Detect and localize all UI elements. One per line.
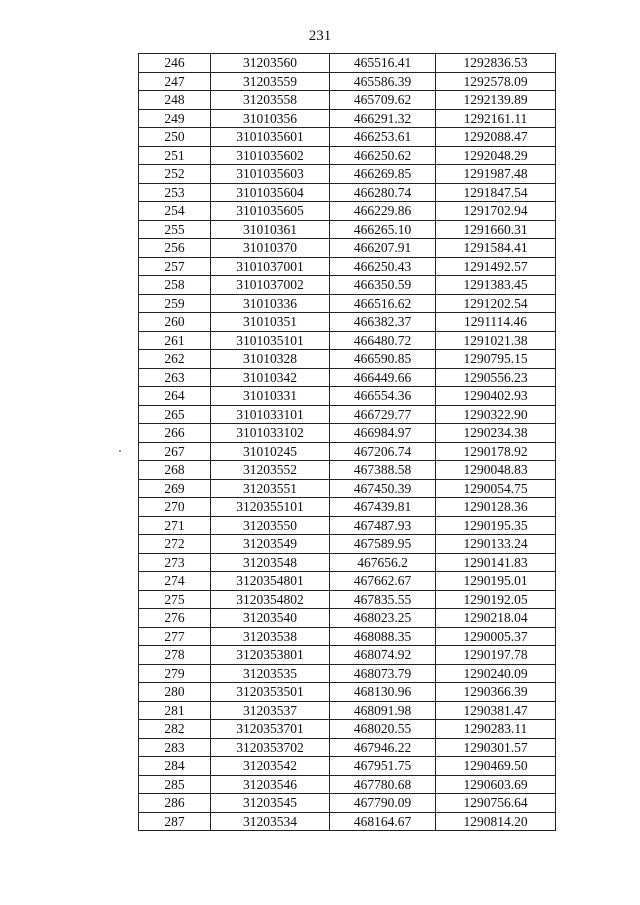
y-coordinate-cell: 1292048.29: [436, 146, 556, 165]
y-coordinate-cell: 1290469.50: [436, 757, 556, 776]
y-coordinate-cell: 1290128.36: [436, 498, 556, 517]
row-number-cell: 251: [139, 146, 211, 165]
point-id-cell: 3120354801: [211, 572, 330, 591]
x-coordinate-cell: 467951.75: [330, 757, 436, 776]
y-coordinate-cell: 1292088.47: [436, 128, 556, 147]
row-number-cell: 274: [139, 572, 211, 591]
x-coordinate-cell: 467662.67: [330, 572, 436, 591]
row-number-cell: 256: [139, 239, 211, 258]
y-coordinate-cell: 1290603.69: [436, 775, 556, 794]
point-id-cell: 31010342: [211, 368, 330, 387]
point-id-cell: 31203540: [211, 609, 330, 628]
point-id-cell: 31203537: [211, 701, 330, 720]
x-coordinate-cell: 466291.32: [330, 109, 436, 128]
y-coordinate-cell: 1290234.38: [436, 424, 556, 443]
table-row: [139, 350, 556, 369]
point-id-cell: 31203551: [211, 479, 330, 498]
row-number-cell: 258: [139, 276, 211, 295]
point-id-cell: 3101035604: [211, 183, 330, 202]
table-row: [139, 313, 556, 332]
y-coordinate-cell: 1291383.45: [436, 276, 556, 295]
x-coordinate-cell: 466250.43: [330, 257, 436, 276]
row-number-cell: 280: [139, 683, 211, 702]
point-id-cell: 31203546: [211, 775, 330, 794]
point-id-cell: 3120353702: [211, 738, 330, 757]
table-row: [139, 331, 556, 350]
table-row: [139, 479, 556, 498]
row-number-cell: 259: [139, 294, 211, 313]
scan-speck: [119, 450, 121, 452]
row-number-cell: 273: [139, 553, 211, 572]
x-coordinate-cell: 465586.39: [330, 72, 436, 91]
x-coordinate-cell: 466382.37: [330, 313, 436, 332]
point-id-cell: 31203558: [211, 91, 330, 110]
table-row: [139, 387, 556, 406]
table-row: [139, 609, 556, 628]
table-row: [139, 109, 556, 128]
table-row: [139, 72, 556, 91]
table-row: [139, 498, 556, 517]
point-id-cell: 3101033102: [211, 424, 330, 443]
x-coordinate-cell: 467439.81: [330, 498, 436, 517]
point-id-cell: 31203560: [211, 54, 330, 73]
row-number-cell: 276: [139, 609, 211, 628]
y-coordinate-cell: 1291987.48: [436, 165, 556, 184]
table-row: [139, 202, 556, 221]
y-coordinate-cell: 1291492.57: [436, 257, 556, 276]
x-coordinate-cell: 465709.62: [330, 91, 436, 110]
y-coordinate-cell: 1290197.78: [436, 646, 556, 665]
row-number-cell: 285: [139, 775, 211, 794]
y-coordinate-cell: 1290322.90: [436, 405, 556, 424]
row-number-cell: 266: [139, 424, 211, 443]
y-coordinate-cell: 1290556.23: [436, 368, 556, 387]
x-coordinate-cell: 468073.79: [330, 664, 436, 683]
x-coordinate-cell: 466280.74: [330, 183, 436, 202]
row-number-cell: 261: [139, 331, 211, 350]
row-number-cell: 283: [139, 738, 211, 757]
table-row: [139, 516, 556, 535]
table-row: [139, 794, 556, 813]
y-coordinate-cell: 1292161.11: [436, 109, 556, 128]
y-coordinate-cell: 1292836.53: [436, 54, 556, 73]
x-coordinate-cell: 468074.92: [330, 646, 436, 665]
x-coordinate-cell: 466269.85: [330, 165, 436, 184]
row-number-cell: 284: [139, 757, 211, 776]
x-coordinate-cell: 466554.36: [330, 387, 436, 406]
point-id-cell: 31010356: [211, 109, 330, 128]
point-id-cell: 3101035602: [211, 146, 330, 165]
x-coordinate-cell: 466729.77: [330, 405, 436, 424]
x-coordinate-cell: 468023.25: [330, 609, 436, 628]
y-coordinate-cell: 1290240.09: [436, 664, 556, 683]
y-coordinate-cell: 1290005.37: [436, 627, 556, 646]
y-coordinate-cell: 1292139.89: [436, 91, 556, 110]
y-coordinate-cell: 1290381.47: [436, 701, 556, 720]
x-coordinate-cell: 466253.61: [330, 128, 436, 147]
x-coordinate-cell: 467589.95: [330, 535, 436, 554]
table-row: [139, 461, 556, 480]
table-row: [139, 590, 556, 609]
x-coordinate-cell: 466590.85: [330, 350, 436, 369]
y-coordinate-cell: 1290178.92: [436, 442, 556, 461]
point-id-cell: 31010361: [211, 220, 330, 239]
row-number-cell: 268: [139, 461, 211, 480]
y-coordinate-cell: 1290133.24: [436, 535, 556, 554]
y-coordinate-cell: 1291021.38: [436, 331, 556, 350]
y-coordinate-cell: 1290795.15: [436, 350, 556, 369]
x-coordinate-cell: 466480.72: [330, 331, 436, 350]
point-id-cell: 31010331: [211, 387, 330, 406]
y-coordinate-cell: 1290218.04: [436, 609, 556, 628]
y-coordinate-cell: 1291702.94: [436, 202, 556, 221]
table-row: [139, 683, 556, 702]
x-coordinate-cell: 468130.96: [330, 683, 436, 702]
x-coordinate-cell: 467206.74: [330, 442, 436, 461]
row-number-cell: 287: [139, 812, 211, 831]
x-coordinate-cell: 468091.98: [330, 701, 436, 720]
point-id-cell: 3101035101: [211, 331, 330, 350]
row-number-cell: 248: [139, 91, 211, 110]
table-row: [139, 183, 556, 202]
row-number-cell: 282: [139, 720, 211, 739]
point-id-cell: 31010336: [211, 294, 330, 313]
point-id-cell: 31203542: [211, 757, 330, 776]
point-id-cell: 31203552: [211, 461, 330, 480]
row-number-cell: 281: [139, 701, 211, 720]
table-row: [139, 812, 556, 831]
y-coordinate-cell: 1291114.46: [436, 313, 556, 332]
y-coordinate-cell: 1290814.20: [436, 812, 556, 831]
x-coordinate-cell: 467946.22: [330, 738, 436, 757]
x-coordinate-cell: 467487.93: [330, 516, 436, 535]
y-coordinate-cell: 1290402.93: [436, 387, 556, 406]
table-row: [139, 701, 556, 720]
row-number-cell: 265: [139, 405, 211, 424]
point-id-cell: 3120353701: [211, 720, 330, 739]
table-row: [139, 424, 556, 443]
y-coordinate-cell: 1290048.83: [436, 461, 556, 480]
x-coordinate-cell: 468020.55: [330, 720, 436, 739]
point-id-cell: 3101033101: [211, 405, 330, 424]
row-number-cell: 279: [139, 664, 211, 683]
x-coordinate-cell: 467656.2: [330, 553, 436, 572]
table-row: [139, 146, 556, 165]
row-number-cell: 252: [139, 165, 211, 184]
table-body: [139, 54, 556, 831]
x-coordinate-cell: 466516.62: [330, 294, 436, 313]
row-number-cell: 246: [139, 54, 211, 73]
point-id-cell: 31203545: [211, 794, 330, 813]
y-coordinate-cell: 1292578.09: [436, 72, 556, 91]
x-coordinate-cell: 466229.86: [330, 202, 436, 221]
point-id-cell: 31203534: [211, 812, 330, 831]
table-row: [139, 775, 556, 794]
y-coordinate-cell: 1291847.54: [436, 183, 556, 202]
y-coordinate-cell: 1290756.64: [436, 794, 556, 813]
point-id-cell: 31203550: [211, 516, 330, 535]
row-number-cell: 253: [139, 183, 211, 202]
point-id-cell: 31203548: [211, 553, 330, 572]
point-id-cell: 31010351: [211, 313, 330, 332]
x-coordinate-cell: 467450.39: [330, 479, 436, 498]
row-number-cell: 263: [139, 368, 211, 387]
point-id-cell: 31203538: [211, 627, 330, 646]
x-coordinate-cell: 466449.66: [330, 368, 436, 387]
table-row: [139, 646, 556, 665]
point-id-cell: 3101035605: [211, 202, 330, 221]
row-number-cell: 269: [139, 479, 211, 498]
y-coordinate-cell: 1291202.54: [436, 294, 556, 313]
row-number-cell: 257: [139, 257, 211, 276]
x-coordinate-cell: 467790.09: [330, 794, 436, 813]
coordinates-table: [138, 53, 556, 831]
table-row: [139, 627, 556, 646]
table-row: [139, 276, 556, 295]
y-coordinate-cell: 1290283.11: [436, 720, 556, 739]
table-row: [139, 572, 556, 591]
x-coordinate-cell: 466250.62: [330, 146, 436, 165]
point-id-cell: 3101035603: [211, 165, 330, 184]
point-id-cell: 3101035601: [211, 128, 330, 147]
point-id-cell: 31010370: [211, 239, 330, 258]
table-row: [139, 165, 556, 184]
y-coordinate-cell: 1290192.05: [436, 590, 556, 609]
x-coordinate-cell: 466350.59: [330, 276, 436, 295]
row-number-cell: 270: [139, 498, 211, 517]
row-number-cell: 272: [139, 535, 211, 554]
table-row: [139, 128, 556, 147]
x-coordinate-cell: 467780.68: [330, 775, 436, 794]
y-coordinate-cell: 1290366.39: [436, 683, 556, 702]
table-row: [139, 535, 556, 554]
table-row: [139, 91, 556, 110]
y-coordinate-cell: 1290141.83: [436, 553, 556, 572]
row-number-cell: 277: [139, 627, 211, 646]
table-row: [139, 257, 556, 276]
x-coordinate-cell: 466265.10: [330, 220, 436, 239]
point-id-cell: 3120355101: [211, 498, 330, 517]
row-number-cell: 264: [139, 387, 211, 406]
point-id-cell: 31203535: [211, 664, 330, 683]
row-number-cell: 262: [139, 350, 211, 369]
row-number-cell: 250: [139, 128, 211, 147]
x-coordinate-cell: 468164.67: [330, 812, 436, 831]
table-row: [139, 442, 556, 461]
point-id-cell: 3120354802: [211, 590, 330, 609]
table-row: [139, 239, 556, 258]
row-number-cell: 249: [139, 109, 211, 128]
x-coordinate-cell: 467388.58: [330, 461, 436, 480]
table-row: [139, 664, 556, 683]
row-number-cell: 286: [139, 794, 211, 813]
row-number-cell: 255: [139, 220, 211, 239]
point-id-cell: 31010245: [211, 442, 330, 461]
x-coordinate-cell: 466207.91: [330, 239, 436, 258]
point-id-cell: 3101037002: [211, 276, 330, 295]
point-id-cell: 31010328: [211, 350, 330, 369]
row-number-cell: 275: [139, 590, 211, 609]
row-number-cell: 278: [139, 646, 211, 665]
table-row: [139, 757, 556, 776]
y-coordinate-cell: 1290195.01: [436, 572, 556, 591]
table-row: [139, 220, 556, 239]
table-row: [139, 294, 556, 313]
row-number-cell: 247: [139, 72, 211, 91]
row-number-cell: 254: [139, 202, 211, 221]
y-coordinate-cell: 1290054.75: [436, 479, 556, 498]
point-id-cell: 31203549: [211, 535, 330, 554]
row-number-cell: 260: [139, 313, 211, 332]
y-coordinate-cell: 1290301.57: [436, 738, 556, 757]
y-coordinate-cell: 1290195.35: [436, 516, 556, 535]
point-id-cell: 31203559: [211, 72, 330, 91]
point-id-cell: 3120353801: [211, 646, 330, 665]
table-row: [139, 54, 556, 73]
x-coordinate-cell: 466984.97: [330, 424, 436, 443]
row-number-cell: 267: [139, 442, 211, 461]
table-row: [139, 553, 556, 572]
x-coordinate-cell: 468088.35: [330, 627, 436, 646]
point-id-cell: 3120353501: [211, 683, 330, 702]
y-coordinate-cell: 1291660.31: [436, 220, 556, 239]
page-number: 231: [308, 28, 332, 44]
table-row: [139, 720, 556, 739]
table-row: [139, 738, 556, 757]
row-number-cell: 271: [139, 516, 211, 535]
x-coordinate-cell: 465516.41: [330, 54, 436, 73]
table-row: [139, 368, 556, 387]
x-coordinate-cell: 467835.55: [330, 590, 436, 609]
point-id-cell: 3101037001: [211, 257, 330, 276]
y-coordinate-cell: 1291584.41: [436, 239, 556, 258]
table-row: [139, 405, 556, 424]
